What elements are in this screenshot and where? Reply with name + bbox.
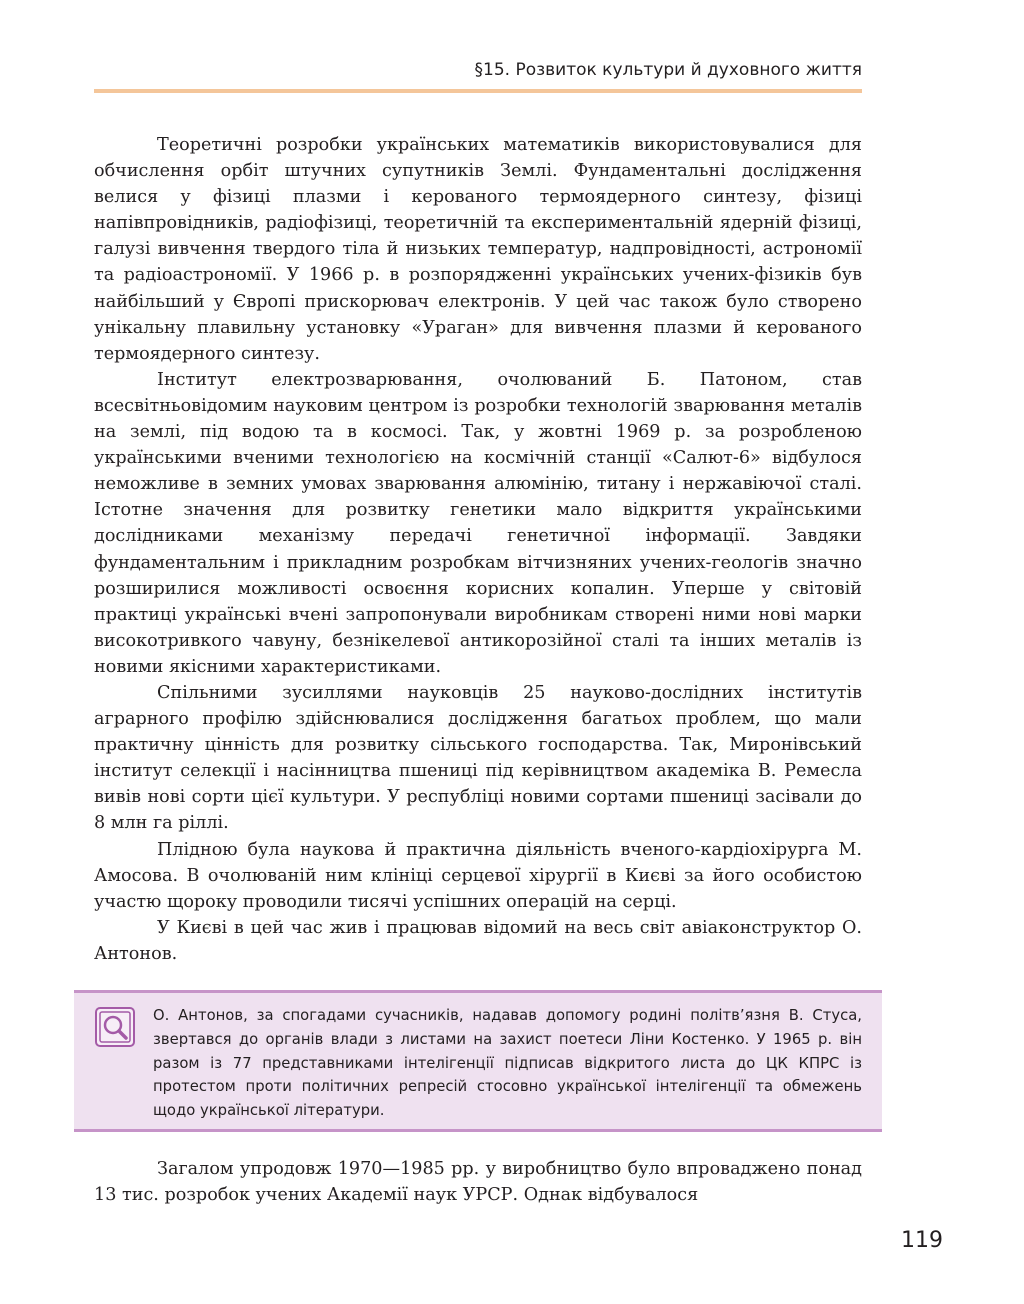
main-text <box>94 132 862 967</box>
paragraph: Спільними зусиллями науковців 25 науково-дослідних інститутів аграрного профілю здійснювалися дослідження багатьох проблем, що мали практичну цінність для розвитку сільського господарства. Так, Миронівський інститут селекції і насінництва пшениці під керівництвом академіка В. Ремесла вивів нові сорти цієї культури. У республіці новими сортами пшениці засівали до 8 млн га ріллі. <box>94 682 862 834</box>
paragraph: Плідною була наукова й практична діяльність вченого-кардіохірурга М. Амосова. В очолюваній ним клініці серцевої хірургії в Києві за його особистою участю щороку проводили тисячі успішних операцій на серці. <box>94 839 862 912</box>
running-head: §15. Розвиток культури й духовного життя <box>474 60 862 80</box>
paragraph: Загалом упродовж 1970—1985 рр. у виробництво було впроваджено понад 13 тис. розробок учених Академії наук УРСР. Однак відбувалося <box>94 1159 862 1206</box>
page-number: 119 <box>901 1228 943 1253</box>
paragraph: Теоретичні розробки українських математиків використовувалися для обчислення орбіт штучних супутників Землі. Фундаментальні дослідження велися у фізиці плазми і керованого термоядерного синтезу, фізиці напівпровідників, радіофізиці, теоретичній та експериментальній ядерній фізиці, галузі вивчення твердого тіла й низьких температур, надпровідності, астрономії та радіоастрономії. У 1966 р. в розпорядженні українських учених-фізиків був найбільший у Європі прискорювач електронів. У цей час також було створено унікальну плавильну установку «Ураган» для вивчення плазми й керованого термоядерного синтезу. <box>94 135 862 364</box>
continuation-text <box>94 1156 862 1208</box>
header-divider <box>94 89 862 93</box>
magnifier-icon <box>95 1007 135 1047</box>
note-text: О. Антонов, за спогадами сучасників, надавав допомогу родині політв’язня В. Стуса, звертався до органів влади з листами на захист поетеси Ліни Костенко. У 1965 р. він разом із 77 представниками інтелігенції підписав відкритого листа до ЦК КПРС із протестом проти політичних репресій стосовно української інтелігенції та обмежень щодо української літератури. <box>153 1007 862 1120</box>
paragraph: Інститут електрозварювання, очолюваний Б. Патоном, став всесвітньовідомим науковим центром із розробки технологій зварювання металів на землі, під водою та в космосі. Так, у жовтні 1969 р. за розробленою українськими вченими технологією на космічній станції «Салют-6» відбулося неможливе в земних умовах зварювання алюмінію, титану і нержавіючої сталі. Істотне значення для розвитку генетики мало відкриття українськими дослідниками механізму передачі генетичної інформації. Завдяки фундаментальним і прикладним розробкам вітчизняних учених-геологів значно розширилися можливості освоєння корисних копалин. Уперше у світовій практиці українські вчені запропонували виробникам створені ними нові марки високотривкого чавуну, безнікелевої антикорозійної сталі та інших металів із новими якісними характеристиками. <box>94 369 862 677</box>
paragraph: У Києві в цей час жив і працював відомий на весь світ авіаконструктор О. Антонов. <box>94 917 862 964</box>
note-box <box>74 990 882 1132</box>
